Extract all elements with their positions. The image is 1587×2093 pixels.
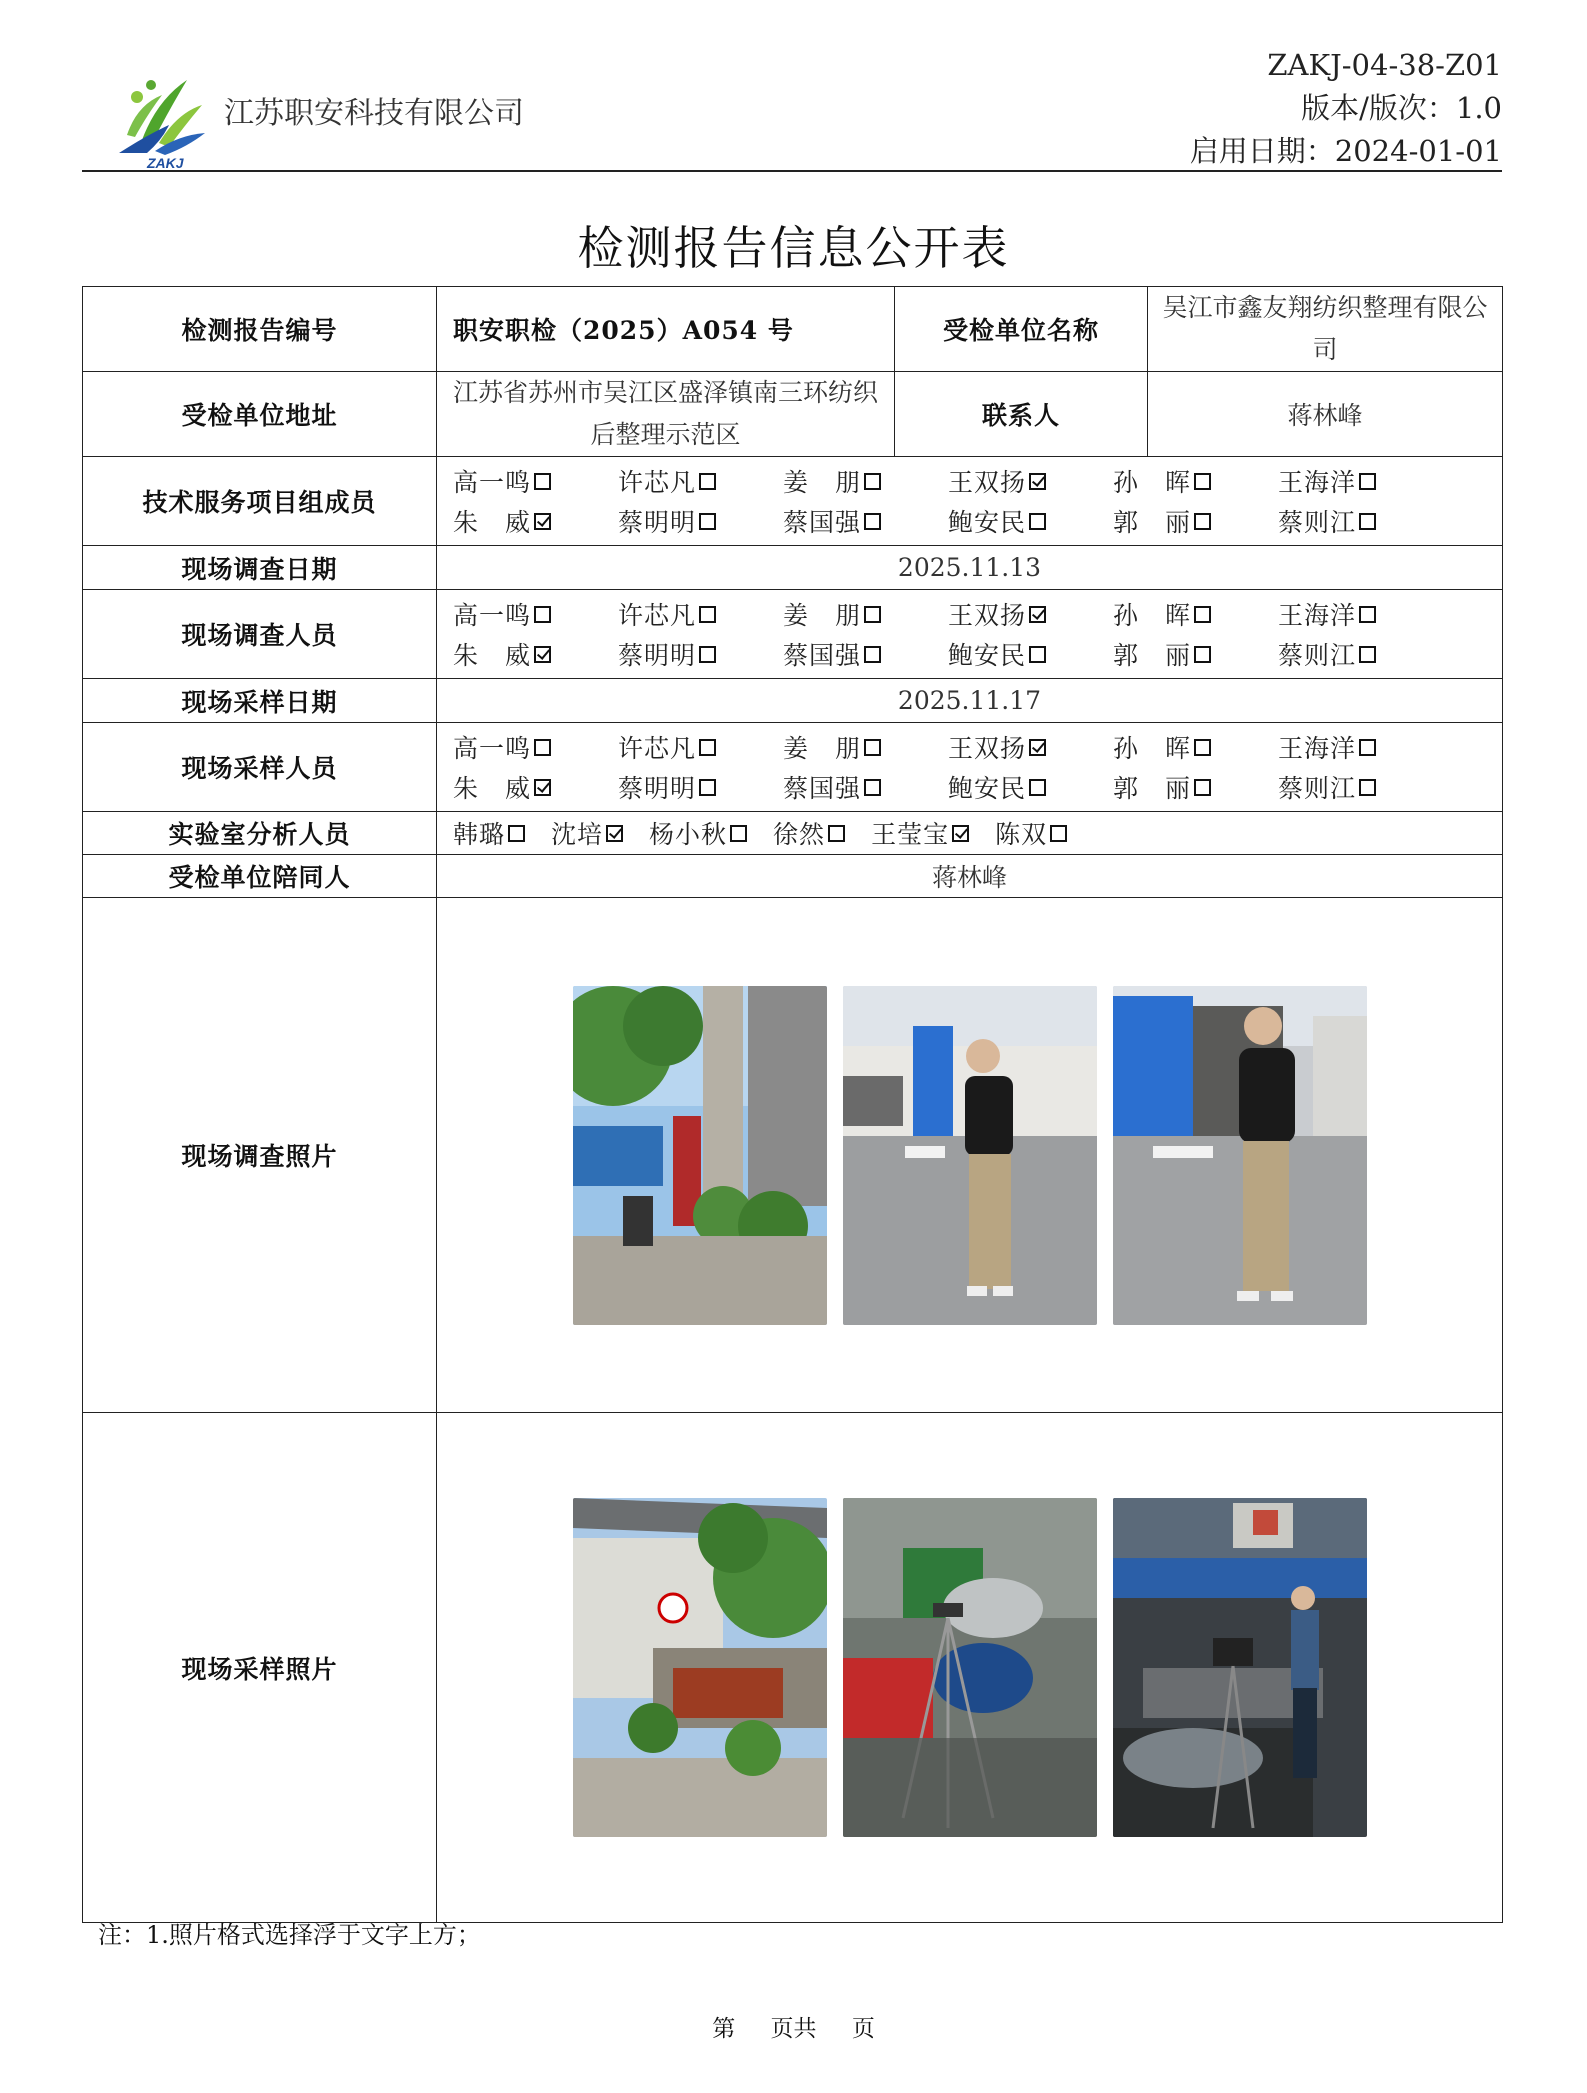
value-escort: 蒋林峰 <box>437 855 1503 898</box>
member-item <box>1113 463 1278 499</box>
member-item <box>618 463 783 499</box>
info-table <box>82 286 1503 1923</box>
member-item <box>948 463 1113 499</box>
checkbox-icon <box>1029 646 1046 663</box>
member-name: 孙 晖 <box>1113 734 1192 763</box>
member-name: 徐然 <box>773 820 826 849</box>
doc-version: 版本/版次：1.0 <box>1301 91 1502 125</box>
checkbox-icon <box>534 606 551 623</box>
survey-photo-worker-2 <box>1113 986 1367 1325</box>
checkbox-icon <box>1359 513 1376 530</box>
survey-photo-entrance <box>573 986 827 1325</box>
value-address: 江苏省苏州市吴江区盛泽镇南三环纺织后整理示范区 <box>452 378 878 449</box>
note-text: 注：1.照片格式选择浮于文字上方； <box>98 1921 481 1949</box>
sampling-photo-entrance <box>573 1498 827 1837</box>
member-name: 蔡国强 <box>783 641 862 670</box>
member-name: 高一鸣 <box>453 601 532 630</box>
checkbox-icon <box>699 739 716 756</box>
member-item <box>1278 463 1443 499</box>
member-name: 高一鸣 <box>453 468 532 497</box>
member-name: 鲍安民 <box>948 774 1027 803</box>
checkbox-icon <box>1029 779 1046 796</box>
member-name: 蔡明明 <box>618 774 697 803</box>
member-name: 蔡国强 <box>783 508 862 537</box>
checkbox-icon <box>1359 473 1376 490</box>
member-item <box>618 596 783 632</box>
member-name: 朱 威 <box>453 508 532 537</box>
checkbox-icon <box>864 779 881 796</box>
checkbox-icon <box>1194 646 1211 663</box>
member-name: 王莹宝 <box>871 820 950 849</box>
survey-photo-worker-1 <box>843 986 1097 1325</box>
member-item <box>783 636 948 672</box>
member-name: 蔡国强 <box>783 774 862 803</box>
member-item <box>618 636 783 672</box>
checkbox-icon <box>1359 606 1376 623</box>
member-name: 郭 丽 <box>1113 774 1192 803</box>
document-info <box>1190 44 1502 173</box>
checkbox-icon <box>699 779 716 796</box>
label-contact: 联系人 <box>895 372 1148 457</box>
member-item <box>948 636 1113 672</box>
member-name: 高一鸣 <box>453 734 532 763</box>
member-item <box>649 815 747 851</box>
label-survey-photos: 现场调查照片 <box>83 898 437 1413</box>
member-name: 陈双 <box>995 820 1048 849</box>
member-item <box>783 729 948 765</box>
member-item <box>948 769 1113 805</box>
member-item <box>453 769 618 805</box>
member-item <box>783 596 948 632</box>
member-name: 王海洋 <box>1278 734 1357 763</box>
member-name: 王海洋 <box>1278 601 1357 630</box>
member-name: 姜 朋 <box>783 601 862 630</box>
member-name: 许芯凡 <box>618 601 697 630</box>
sampling-photo-instrument-2 <box>1113 1498 1367 1837</box>
member-item <box>453 596 618 632</box>
member-item <box>948 596 1113 632</box>
member-item <box>1113 769 1278 805</box>
checkbox-icon <box>508 825 525 842</box>
member-item <box>995 815 1067 851</box>
checkbox-icon <box>699 646 716 663</box>
value-survey-date: 2025.11.13 <box>437 546 1503 590</box>
member-row <box>453 727 1502 767</box>
member-name: 郭 丽 <box>1113 641 1192 670</box>
doc-code: ZAKJ-04-38-Z01 <box>1267 48 1502 82</box>
member-item <box>453 503 618 539</box>
member-item <box>618 503 783 539</box>
member-name: 孙 晖 <box>1113 468 1192 497</box>
member-item <box>948 729 1113 765</box>
member-row <box>453 594 1502 634</box>
checked-box-icon <box>1029 473 1046 490</box>
member-item <box>948 503 1113 539</box>
checkbox-icon <box>534 473 551 490</box>
member-item <box>1113 503 1278 539</box>
member-item <box>1113 729 1278 765</box>
member-item <box>1278 596 1443 632</box>
member-item <box>773 815 845 851</box>
sampling-staff-members <box>437 723 1502 811</box>
member-item <box>1278 503 1443 539</box>
member-item <box>453 815 525 851</box>
member-name: 姜 朋 <box>783 734 862 763</box>
checkbox-icon <box>534 739 551 756</box>
team-members <box>437 457 1502 545</box>
member-row <box>453 501 1502 541</box>
checkbox-icon <box>1050 825 1067 842</box>
label-sampling-date: 现场采样日期 <box>83 679 437 723</box>
page-title: 检测报告信息公开表 <box>577 221 1010 275</box>
checked-box-icon <box>606 825 623 842</box>
member-name: 蔡则江 <box>1278 508 1357 537</box>
value-sampling-date: 2025.11.17 <box>437 679 1503 723</box>
member-name: 孙 晖 <box>1113 601 1192 630</box>
checkbox-icon <box>1194 606 1211 623</box>
checkbox-icon <box>1359 646 1376 663</box>
page-header <box>82 40 1502 170</box>
label-survey-staff: 现场调查人员 <box>83 590 437 679</box>
member-name: 蔡则江 <box>1278 641 1357 670</box>
member-item <box>551 815 623 851</box>
label-report-no: 检测报告编号 <box>83 287 437 372</box>
checkbox-icon <box>864 646 881 663</box>
checkbox-icon <box>1194 513 1211 530</box>
member-item <box>453 463 618 499</box>
member-name: 王双扬 <box>948 601 1027 630</box>
member-item <box>1113 636 1278 672</box>
checkbox-icon <box>1194 473 1211 490</box>
member-name: 鲍安民 <box>948 641 1027 670</box>
value-contact: 蒋林峰 <box>1148 372 1503 457</box>
member-item <box>1113 596 1278 632</box>
company-logo <box>107 65 212 170</box>
label-unit-name: 受检单位名称 <box>895 287 1148 372</box>
member-name: 朱 威 <box>453 774 532 803</box>
checked-box-icon <box>534 779 551 796</box>
value-unit-name: 吴江市鑫友翔纺织整理有限公司 <box>1162 293 1488 364</box>
label-sampling-staff: 现场采样人员 <box>83 723 437 812</box>
member-item <box>1278 729 1443 765</box>
member-name: 郭 丽 <box>1113 508 1192 537</box>
member-item <box>618 729 783 765</box>
checkbox-icon <box>1359 739 1376 756</box>
checkbox-icon <box>828 825 845 842</box>
checked-box-icon <box>952 825 969 842</box>
survey-staff-members <box>437 590 1502 678</box>
checkbox-icon <box>1194 779 1211 796</box>
checkbox-icon <box>864 513 881 530</box>
member-row <box>453 767 1502 807</box>
member-name: 蔡则江 <box>1278 774 1357 803</box>
checkbox-icon <box>1029 513 1046 530</box>
footer-page-middle: 页共 <box>770 2016 817 2042</box>
label-sampling-photos: 现场采样照片 <box>83 1413 437 1923</box>
member-name: 韩璐 <box>453 820 506 849</box>
member-name: 王双扬 <box>948 468 1027 497</box>
member-name: 杨小秋 <box>649 820 728 849</box>
checkbox-icon <box>699 513 716 530</box>
footer-page-suffix: 页 <box>851 2016 875 2042</box>
member-item <box>783 769 948 805</box>
label-escort: 受检单位陪同人 <box>83 855 437 898</box>
checked-box-icon <box>534 513 551 530</box>
header-divider <box>82 170 1502 172</box>
member-name: 姜 朋 <box>783 468 862 497</box>
member-item <box>1278 769 1443 805</box>
svg-text:ZAKJ: ZAKJ <box>147 155 184 170</box>
doc-start-date: 启用日期：2024-01-01 <box>1189 134 1502 168</box>
member-name: 王双扬 <box>948 734 1027 763</box>
member-row <box>453 634 1502 674</box>
member-item <box>618 769 783 805</box>
member-name: 鲍安民 <box>948 508 1027 537</box>
member-item <box>453 636 618 672</box>
checkbox-icon <box>864 606 881 623</box>
checkbox-icon <box>1194 739 1211 756</box>
member-item <box>1278 636 1443 672</box>
checkbox-icon <box>699 606 716 623</box>
member-row <box>453 461 1502 501</box>
member-name: 朱 威 <box>453 641 532 670</box>
label-address: 受检单位地址 <box>83 372 437 457</box>
checkbox-icon <box>864 473 881 490</box>
label-lab-staff: 实验室分析人员 <box>83 812 437 855</box>
member-name: 许芯凡 <box>618 468 697 497</box>
member-item <box>783 503 948 539</box>
page-footer <box>0 2010 1587 2043</box>
checked-box-icon <box>1029 739 1046 756</box>
label-survey-date: 现场调查日期 <box>83 546 437 590</box>
sampling-photo-instrument-1 <box>843 1498 1097 1837</box>
member-item <box>453 729 618 765</box>
checkbox-icon <box>864 739 881 756</box>
sampling-photos <box>437 1498 1502 1837</box>
survey-photos <box>437 986 1502 1325</box>
label-team: 技术服务项目组成员 <box>83 457 437 546</box>
member-item <box>871 815 969 851</box>
lab-staff-members <box>437 813 1502 853</box>
checkbox-icon <box>730 825 747 842</box>
member-name: 蔡明明 <box>618 508 697 537</box>
checkbox-icon <box>1359 779 1376 796</box>
member-name: 王海洋 <box>1278 468 1357 497</box>
checkbox-icon <box>699 473 716 490</box>
member-name: 沈培 <box>551 820 604 849</box>
checked-box-icon <box>534 646 551 663</box>
checked-box-icon <box>1029 606 1046 623</box>
value-report-no: 职安职检（2025）A054 号 <box>437 287 895 372</box>
footer-page-prefix: 第 <box>712 2016 736 2042</box>
member-name: 蔡明明 <box>618 641 697 670</box>
member-name: 许芯凡 <box>618 734 697 763</box>
member-item <box>783 463 948 499</box>
company-name: 江苏职安科技有限公司 <box>224 96 524 131</box>
